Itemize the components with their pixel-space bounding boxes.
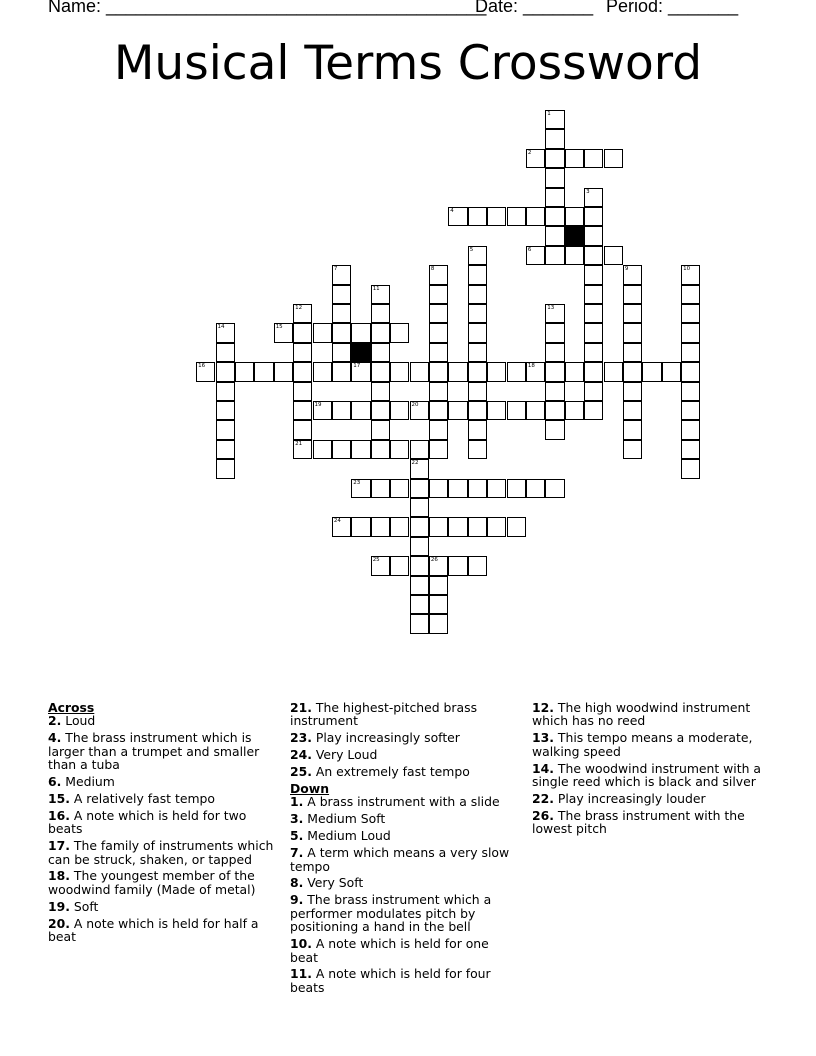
grid-cell[interactable] — [623, 265, 642, 284]
grid-cell[interactable] — [371, 479, 390, 498]
clue-number: 18 — [527, 363, 535, 370]
clue-number: 15 — [275, 324, 283, 331]
clue-item — [290, 795, 515, 808]
grid-cell[interactable] — [390, 440, 409, 459]
clue-number-label: 23. — [290, 730, 312, 746]
grid-cell[interactable] — [468, 265, 487, 284]
grid-cell[interactable] — [429, 285, 448, 304]
grid-cell[interactable] — [429, 323, 448, 342]
clue-text: A note which is held for two beats — [48, 807, 247, 837]
grid-cell[interactable] — [681, 362, 700, 381]
grid-cell[interactable] — [468, 362, 487, 381]
grid-cell[interactable] — [681, 285, 700, 304]
grid-cell[interactable] — [468, 479, 487, 498]
clue-item — [48, 792, 280, 805]
grid-cell[interactable] — [545, 479, 564, 498]
clue-number: 20 — [411, 402, 419, 408]
grid-cell[interactable] — [468, 556, 487, 575]
block-cell — [351, 343, 370, 362]
grid-cell[interactable] — [429, 595, 448, 614]
clue-item — [48, 775, 280, 788]
clue-text: A note which is held for one beat — [290, 936, 489, 965]
grid-cell[interactable] — [332, 265, 351, 284]
grid-cell[interactable] — [351, 323, 370, 342]
grid-cell[interactable] — [468, 420, 487, 439]
grid-cell[interactable] — [429, 576, 448, 595]
grid-cell[interactable] — [293, 343, 312, 362]
grid-cell[interactable] — [371, 304, 390, 323]
clue-number-label: 1. — [290, 794, 304, 810]
clue-item — [290, 846, 515, 873]
grid-cell[interactable] — [681, 459, 700, 478]
grid-cell[interactable] — [545, 362, 564, 381]
clue-number-label: 14. — [532, 760, 554, 776]
grid-cell[interactable] — [623, 401, 642, 420]
grid-cell[interactable] — [681, 401, 700, 420]
clue-number: 2 — [527, 149, 532, 156]
grid-cell[interactable] — [545, 304, 564, 323]
clue-number-label: 13. — [532, 730, 554, 746]
grid-cell[interactable] — [390, 362, 409, 381]
grid-cell[interactable] — [526, 246, 545, 265]
clue-number-label: 6. — [48, 774, 62, 790]
clue-text: Medium Loud — [303, 828, 391, 844]
grid-cell[interactable] — [429, 479, 448, 498]
clue-number: 24 — [333, 518, 341, 525]
grid-cell[interactable] — [448, 479, 467, 498]
clue-item — [48, 917, 280, 944]
grid-cell[interactable] — [332, 323, 351, 342]
clue-number-label: 22. — [532, 790, 554, 806]
grid-cell[interactable] — [351, 362, 370, 381]
grid-cell[interactable] — [662, 362, 681, 381]
grid-cell[interactable] — [526, 149, 545, 168]
grid-cell[interactable] — [351, 517, 370, 536]
clue-number-label: 8. — [290, 875, 304, 891]
grid-cell[interactable] — [448, 207, 467, 226]
grid-cell[interactable] — [584, 382, 603, 401]
clue-number-label: 2. — [48, 713, 62, 729]
grid-cell[interactable] — [216, 382, 235, 401]
grid-cell[interactable] — [565, 207, 584, 226]
grid-cell[interactable] — [293, 362, 312, 381]
clue-number: 10 — [683, 266, 691, 273]
clue-item — [290, 748, 515, 761]
grid-cell[interactable] — [429, 614, 448, 633]
grid-cell[interactable] — [332, 285, 351, 304]
clue-text: The high woodwind instrument which has no reed — [532, 700, 751, 729]
clue-number: 25 — [372, 557, 380, 564]
clue-number: 16 — [198, 363, 206, 370]
grid-cell[interactable] — [468, 207, 487, 226]
grid-cell[interactable] — [507, 401, 526, 420]
grid-cell[interactable] — [293, 323, 312, 342]
clue-number-label: 21. — [290, 700, 312, 715]
grid-cell[interactable] — [293, 401, 312, 420]
grid-cell[interactable] — [429, 420, 448, 439]
grid-cell[interactable] — [623, 382, 642, 401]
grid-cell[interactable] — [565, 149, 584, 168]
clue-number: 23 — [353, 479, 361, 486]
clue-text: Soft — [69, 898, 99, 914]
grid-cell[interactable] — [390, 323, 409, 342]
grid-cell[interactable] — [216, 401, 235, 420]
clue-number: 14 — [217, 324, 225, 331]
grid-cell[interactable] — [584, 226, 603, 245]
grid-cell[interactable] — [545, 401, 564, 420]
grid-cell[interactable] — [332, 517, 351, 536]
grid-cell[interactable] — [410, 362, 429, 381]
grid-cell[interactable] — [681, 382, 700, 401]
grid-cell[interactable] — [371, 420, 390, 439]
grid-cell[interactable] — [584, 304, 603, 323]
clue-number-label: 17. — [48, 838, 70, 854]
grid-cell[interactable] — [584, 285, 603, 304]
grid-cell[interactable] — [487, 362, 506, 381]
grid-cell[interactable] — [371, 323, 390, 342]
clue-column-1 — [48, 701, 280, 947]
grid-cell[interactable] — [448, 556, 467, 575]
grid-cell[interactable] — [545, 246, 564, 265]
grid-cell[interactable] — [390, 479, 409, 498]
clue-item — [532, 701, 762, 728]
grid-cell[interactable] — [254, 362, 273, 381]
grid-cell[interactable] — [332, 362, 351, 381]
grid-cell[interactable] — [584, 343, 603, 362]
grid-cell[interactable] — [468, 246, 487, 265]
clue-number-label: 10. — [290, 936, 312, 952]
grid-cell[interactable] — [623, 304, 642, 323]
clue-text: This tempo means a moderate, walking speed — [532, 730, 753, 759]
grid-cell[interactable] — [623, 285, 642, 304]
clue-number-label: 26. — [532, 807, 554, 823]
grid-cell[interactable] — [584, 401, 603, 420]
clue-number-label: 7. — [290, 845, 304, 861]
grid-cell[interactable] — [216, 420, 235, 439]
clue-number-label: 19. — [48, 898, 70, 914]
clue-column-3 — [532, 701, 762, 839]
grid-cell[interactable] — [604, 246, 623, 265]
clue-number: 1 — [547, 111, 551, 117]
grid-cell[interactable] — [584, 265, 603, 284]
grid-cell[interactable] — [642, 362, 661, 381]
grid-cell[interactable] — [351, 440, 370, 459]
grid-cell[interactable] — [545, 168, 564, 187]
grid-cell[interactable] — [332, 440, 351, 459]
clue-number-label: 11. — [290, 966, 312, 982]
grid-cell[interactable] — [410, 595, 429, 614]
grid-cell[interactable] — [371, 401, 390, 420]
clue-number: 26 — [430, 557, 438, 564]
grid-cell[interactable] — [410, 459, 429, 478]
grid-cell[interactable] — [216, 440, 235, 459]
grid-cell[interactable] — [332, 343, 351, 362]
clue-text: Loud — [61, 713, 96, 729]
grid-cell[interactable] — [313, 323, 332, 342]
clue-number: 6 — [527, 246, 532, 253]
clue-number: 19 — [314, 402, 322, 408]
clue-number-label: 5. — [290, 828, 304, 844]
period-field[interactable]: Period: _______ — [606, 0, 739, 16]
clue-section-heading: Down — [290, 781, 330, 797]
grid-cell[interactable] — [429, 382, 448, 401]
grid-cell[interactable] — [623, 420, 642, 439]
clue-item — [290, 876, 515, 889]
grid-cell[interactable] — [410, 576, 429, 595]
grid-cell[interactable] — [681, 265, 700, 284]
grid-cell[interactable] — [371, 285, 390, 304]
clue-item — [532, 762, 762, 789]
grid-cell[interactable] — [216, 323, 235, 342]
grid-cell[interactable] — [468, 323, 487, 342]
grid-cell[interactable] — [487, 207, 506, 226]
clue-item — [532, 792, 762, 805]
clue-section-heading: Across — [48, 700, 95, 715]
clue-text: Play increasingly louder — [553, 790, 706, 806]
grid-cell[interactable] — [545, 323, 564, 342]
grid-cell[interactable] — [468, 401, 487, 420]
grid-cell[interactable] — [604, 149, 623, 168]
clue-number-label: 24. — [290, 747, 312, 763]
grid-cell[interactable] — [487, 401, 506, 420]
clue-text: Medium — [61, 774, 115, 790]
grid-cell[interactable] — [545, 188, 564, 207]
clue-text: A note which is held for four beats — [290, 966, 491, 995]
clue-item — [48, 839, 280, 866]
grid-cell[interactable] — [429, 440, 448, 459]
grid-cell[interactable] — [681, 343, 700, 362]
grid-cell[interactable] — [507, 362, 526, 381]
grid-cell[interactable] — [584, 323, 603, 342]
clue-number: 12 — [295, 305, 303, 311]
grid-cell[interactable] — [545, 226, 564, 245]
grid-cell[interactable] — [410, 556, 429, 575]
grid-cell[interactable] — [274, 362, 293, 381]
grid-cell[interactable] — [371, 382, 390, 401]
grid-cell[interactable] — [584, 188, 603, 207]
clue-text: The woodwind instrument with a single reed which is black and silver — [532, 760, 761, 790]
grid-cell[interactable] — [332, 401, 351, 420]
grid-cell[interactable] — [468, 343, 487, 362]
grid-cell[interactable] — [507, 517, 526, 536]
clue-item — [48, 714, 280, 727]
clue-number: 17 — [353, 363, 361, 370]
clue-item — [532, 731, 762, 758]
clue-number: 11 — [372, 285, 380, 292]
grid-cell[interactable] — [274, 323, 293, 342]
clue-text: The brass instrument which is larger than a trumpet and smaller than a tuba — [48, 730, 260, 773]
clue-item — [290, 731, 515, 744]
clue-number-label: 25. — [290, 764, 312, 780]
clue-item — [290, 967, 515, 994]
clue-text: A note which is held for half a beat — [48, 915, 259, 945]
grid-cell[interactable] — [371, 440, 390, 459]
grid-cell[interactable] — [487, 479, 506, 498]
clue-number: 22 — [411, 460, 419, 467]
clue-text: An extremely fast tempo — [311, 764, 470, 780]
grid-cell[interactable] — [681, 440, 700, 459]
grid-cell[interactable] — [196, 362, 215, 381]
grid-cell[interactable] — [545, 343, 564, 362]
grid-cell[interactable] — [448, 401, 467, 420]
grid-cell[interactable] — [313, 440, 332, 459]
grid-cell[interactable] — [293, 440, 312, 459]
clue-number: 5 — [469, 246, 474, 253]
grid-cell[interactable] — [468, 517, 487, 536]
grid-cell[interactable] — [681, 304, 700, 323]
clue-text: Very Loud — [311, 747, 378, 763]
grid-cell[interactable] — [351, 401, 370, 420]
clue-item — [532, 809, 762, 836]
grid-cell[interactable] — [216, 343, 235, 362]
grid-cell[interactable] — [351, 479, 370, 498]
grid-cell[interactable] — [468, 285, 487, 304]
grid-cell[interactable] — [371, 362, 390, 381]
grid-cell[interactable] — [526, 362, 545, 381]
grid-cell[interactable] — [545, 420, 564, 439]
clue-text: The brass instrument which a performer modulates pitch by positioning a hand in the bell — [290, 892, 492, 935]
grid-cell[interactable] — [623, 440, 642, 459]
grid-cell[interactable] — [390, 556, 409, 575]
grid-cell[interactable] — [448, 362, 467, 381]
clue-number: 3 — [586, 188, 590, 195]
grid-cell[interactable] — [623, 362, 642, 381]
clue-item — [48, 900, 280, 913]
clue-item — [290, 893, 515, 933]
grid-cell[interactable] — [410, 479, 429, 498]
clue-item — [290, 765, 515, 778]
grid-cell[interactable] — [545, 207, 564, 226]
clue-number: 4 — [450, 208, 454, 214]
clue-text: The family of instruments which can be struck, shaken, or tapped — [48, 838, 274, 867]
grid-cell[interactable] — [468, 304, 487, 323]
grid-cell[interactable] — [429, 362, 448, 381]
clue-number-label: 18. — [48, 868, 70, 884]
clue-item — [290, 937, 515, 964]
grid-cell[interactable] — [410, 517, 429, 536]
grid-cell[interactable] — [410, 614, 429, 633]
grid-cell[interactable] — [545, 129, 564, 148]
clue-item — [48, 869, 280, 896]
clue-text: Very Soft — [303, 875, 364, 891]
grid-cell[interactable] — [410, 440, 429, 459]
grid-cell[interactable] — [565, 246, 584, 265]
grid-cell[interactable] — [293, 304, 312, 323]
grid-cell[interactable] — [429, 556, 448, 575]
grid-cell[interactable] — [565, 362, 584, 381]
grid-cell[interactable] — [604, 362, 623, 381]
grid-cell[interactable] — [545, 149, 564, 168]
grid-cell[interactable] — [429, 304, 448, 323]
grid-cell[interactable] — [623, 343, 642, 362]
grid-cell[interactable] — [526, 207, 545, 226]
clue-number-label: 4. — [48, 730, 62, 746]
name-field[interactable]: Name: ______________________________________ — [48, 0, 487, 16]
grid-cell[interactable] — [584, 362, 603, 381]
grid-cell[interactable] — [584, 246, 603, 265]
grid-cell[interactable] — [429, 517, 448, 536]
puzzle-title: Musical Terms Crossword — [113, 36, 703, 91]
date-field[interactable]: Date: _______ — [475, 0, 594, 16]
block-cell — [565, 226, 584, 245]
grid-cell[interactable] — [468, 382, 487, 401]
grid-cell[interactable] — [584, 149, 603, 168]
clue-number-label: 3. — [290, 811, 304, 827]
clue-text: A brass instrument with a slide — [303, 794, 500, 810]
clue-number-label: 15. — [48, 790, 70, 806]
grid-cell[interactable] — [410, 401, 429, 420]
clue-number: 9 — [624, 266, 629, 273]
clue-number: 7 — [333, 266, 338, 273]
grid-cell[interactable] — [623, 323, 642, 342]
grid-cell[interactable] — [526, 479, 545, 498]
clue-text: A relatively fast tempo — [69, 790, 215, 806]
grid-cell[interactable] — [371, 343, 390, 362]
clue-item — [290, 812, 515, 825]
grid-cell[interactable] — [371, 517, 390, 536]
grid-cell[interactable] — [429, 265, 448, 284]
clue-number: 13 — [547, 305, 555, 311]
grid-cell[interactable] — [681, 323, 700, 342]
clue-number-label: 16. — [48, 807, 70, 823]
clue-column-2 — [290, 701, 515, 998]
grid-cell[interactable] — [332, 304, 351, 323]
grid-cell[interactable] — [293, 420, 312, 439]
clue-number: 8 — [430, 266, 435, 273]
clue-item — [48, 809, 280, 836]
grid-cell[interactable] — [507, 479, 526, 498]
clue-text: Play increasingly softer — [311, 730, 460, 746]
clue-item — [48, 731, 280, 771]
grid-cell[interactable] — [487, 517, 506, 536]
clue-item — [290, 701, 515, 728]
grid-cell[interactable] — [313, 401, 332, 420]
grid-cell[interactable] — [390, 517, 409, 536]
grid-cell[interactable] — [410, 537, 429, 556]
grid-cell[interactable] — [468, 440, 487, 459]
clue-number-label: 20. — [48, 915, 70, 931]
clue-text: Medium Soft — [303, 811, 386, 827]
grid-cell[interactable] — [216, 362, 235, 381]
grid-cell[interactable] — [371, 556, 390, 575]
clue-number: 21 — [295, 440, 303, 447]
grid-cell[interactable] — [216, 459, 235, 478]
grid-cell[interactable] — [390, 401, 409, 420]
clue-text: The youngest member of the woodwind family (Made of metal) — [48, 868, 256, 897]
grid-cell[interactable] — [429, 401, 448, 420]
grid-cell[interactable] — [448, 517, 467, 536]
clue-text: The highest-pitched brass instrument — [290, 700, 478, 729]
grid-cell[interactable] — [293, 382, 312, 401]
grid-cell[interactable] — [545, 382, 564, 401]
clue-text: A term which means a very slow tempo — [290, 845, 510, 874]
clue-item — [290, 829, 515, 842]
grid-cell[interactable] — [584, 207, 603, 226]
grid-cell[interactable] — [235, 362, 254, 381]
clue-number-label: 12. — [532, 700, 554, 715]
grid-cell[interactable] — [410, 498, 429, 517]
grid-cell[interactable] — [565, 401, 584, 420]
grid-cell[interactable] — [507, 207, 526, 226]
grid-cell[interactable] — [313, 362, 332, 381]
grid-cell[interactable] — [429, 343, 448, 362]
grid-cell[interactable] — [526, 401, 545, 420]
grid-cell[interactable] — [545, 110, 564, 129]
grid-cell[interactable] — [681, 420, 700, 439]
clue-number-label: 9. — [290, 892, 304, 908]
clue-text: The brass instrument with the lowest pitch — [532, 807, 745, 837]
